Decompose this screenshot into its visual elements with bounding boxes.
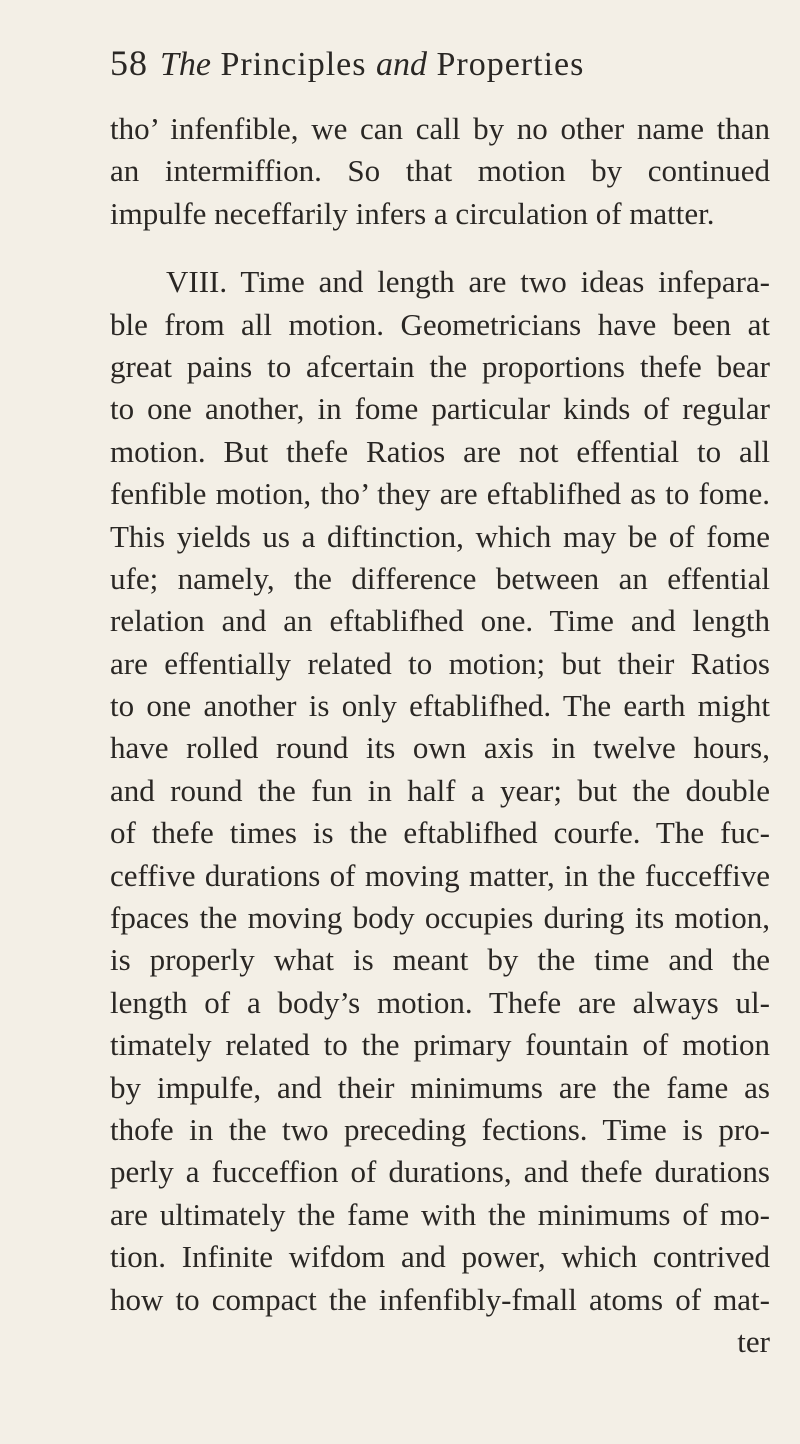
text-line: are effentially related to motion; but their Ratios bbox=[110, 645, 770, 681]
running-title-principles: Principles bbox=[220, 46, 367, 83]
text-line: to one another is only eftablifhed. The earth might bbox=[110, 688, 770, 724]
text-line: are ultimately the fame with the minimums of mo- bbox=[110, 1196, 770, 1232]
text-line: timately related to the primary fountain of motion bbox=[110, 1027, 770, 1063]
text-line: relation and an eftablifhed one. Time and length bbox=[110, 603, 770, 639]
text-line: tion. Infinite wifdom and power, which contrived bbox=[110, 1239, 770, 1275]
running-title-properties: Properties bbox=[436, 46, 585, 83]
text-line: ble from all motion. Geometricians have been at bbox=[110, 306, 770, 342]
text-line: ufe; namely, the difference between an effential bbox=[110, 560, 770, 596]
text-line: how to compact the infenfibly-fmall atoms of mat- bbox=[110, 1281, 770, 1317]
text-line: motion. But thefe Ratios are not effential to all bbox=[110, 433, 770, 469]
text-line: ceffive durations of moving matter, in the fucceffive bbox=[110, 857, 770, 893]
text-line: perly a fucceffion of durations, and thefe durations bbox=[110, 1154, 770, 1190]
catchword: ter bbox=[737, 1323, 770, 1359]
text-line: of thefe times is the eftablifhed courfe. The fuc- bbox=[110, 815, 770, 851]
text-line: by impulfe, and their minimums are the fame as bbox=[110, 1069, 770, 1105]
text-line: is properly what is meant by the time and the bbox=[110, 942, 770, 978]
body-text bbox=[110, 108, 770, 1363]
text-line: and round the fun in half a year; but the double bbox=[110, 772, 770, 808]
running-title-the: The bbox=[160, 46, 211, 83]
running-head bbox=[110, 42, 770, 92]
text-line: thofe in the two preceding fections. Time is pro- bbox=[110, 1111, 770, 1147]
text-line: tho’ infenfible, we can call by no other name than bbox=[110, 111, 770, 146]
text-line: to one another, in fome particular kinds of regular bbox=[110, 391, 770, 427]
text-line: have rolled round its own axis in twelve hours, bbox=[110, 730, 770, 766]
running-title bbox=[160, 46, 584, 83]
text-line: an intermiffion. So that motion by continued bbox=[110, 153, 770, 189]
text-line: length of a body’s motion. Thefe are always ul- bbox=[110, 984, 770, 1020]
text-line: This yields us a diftinction, which may be of fome bbox=[110, 518, 770, 554]
text-line: fenfible motion, tho’ they are eftablifhed as to fome. bbox=[110, 476, 770, 512]
running-title-and: and bbox=[375, 46, 427, 83]
text-line: impulfe neceffarily infers a circulation of matter. bbox=[110, 195, 715, 231]
section-start-line: VIII. Time and length are two ideas infepara- bbox=[166, 264, 770, 300]
page-number: 58 bbox=[110, 43, 148, 83]
text-line: great pains to afcertain the proportions thefe bear bbox=[110, 348, 770, 384]
text-line: fpaces the moving body occupies during its motion, bbox=[110, 900, 770, 936]
